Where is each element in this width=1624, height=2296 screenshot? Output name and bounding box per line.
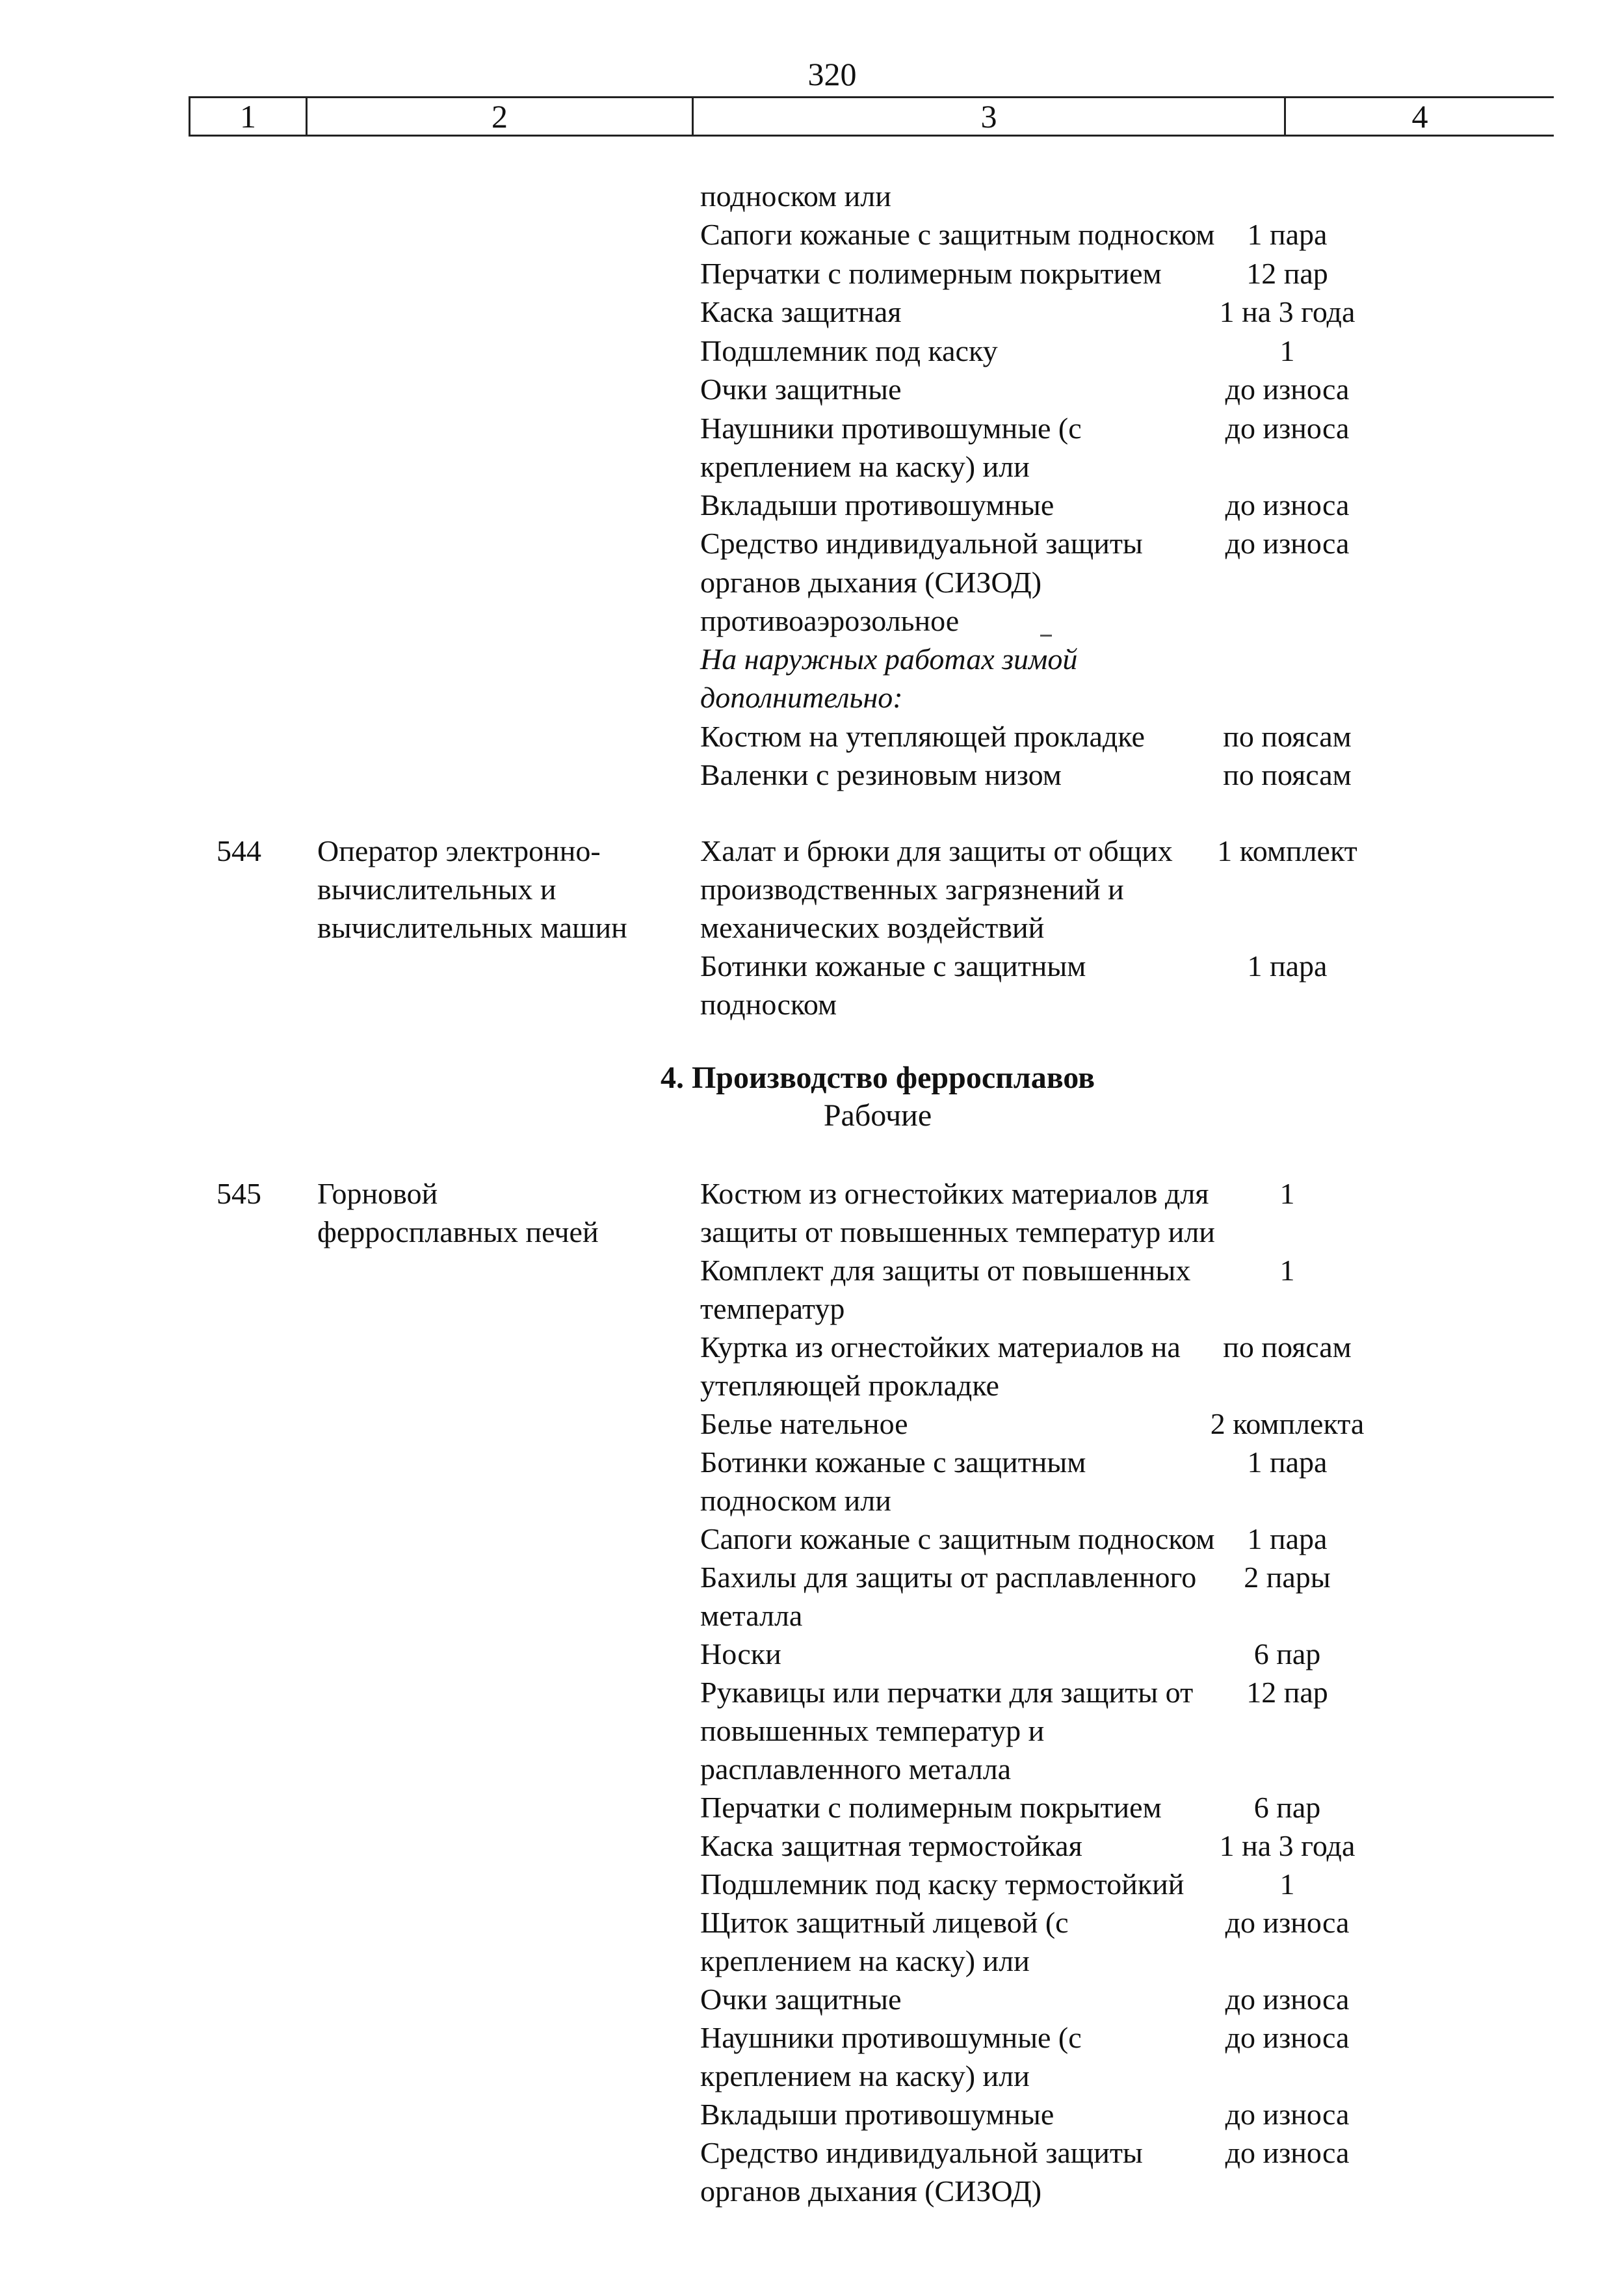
item-name: Наушники противошумные (с: [700, 412, 1082, 445]
item-norm: 1 пара: [1247, 1522, 1328, 1555]
item-name: креплением на каску) или: [700, 1944, 1030, 1977]
item-name: утепляющей прокладке: [700, 1369, 999, 1402]
page-number: 320: [807, 56, 857, 92]
item-name: Перчатки с полимерным покрытием: [700, 257, 1162, 290]
item-name: Средство индивидуальной защиты: [700, 2136, 1143, 2169]
item-name: Белье нательное: [700, 1407, 908, 1440]
item-name: Комплект для защиты от повышенных: [700, 1254, 1191, 1287]
item-norm: 1: [1279, 1254, 1295, 1287]
item-name: подноском или: [700, 179, 891, 213]
profession-name: вычислительных машин: [317, 911, 627, 944]
column-header-2: 2: [306, 98, 692, 135]
item-norm: до износа: [1225, 527, 1350, 560]
item-name: металла: [700, 1599, 803, 1632]
profession-name: Оператор электронно-: [317, 834, 601, 867]
item-norm: 1 пара: [1247, 1445, 1328, 1479]
item-name: Перчатки с полимерным покрытием: [700, 1791, 1162, 1824]
item-norm: до износа: [1225, 412, 1350, 445]
item-name: Ботинки кожаные с защитным: [700, 949, 1086, 983]
item-name: креплением на каску) или: [700, 2059, 1030, 2092]
item-name: Каска защитная термостойкая: [700, 1829, 1082, 1862]
column-header-1: 1: [189, 98, 306, 135]
item-name: Вкладыши противошумные: [700, 2098, 1054, 2131]
item-norm: до износа: [1225, 1983, 1350, 2016]
section-title: 4. Производство ферросплавов: [660, 1061, 1095, 1095]
item-norm: 6 пар: [1253, 1637, 1321, 1670]
item-norm: до износа: [1225, 2021, 1350, 2054]
item-name: Вкладыши противошумные: [700, 488, 1054, 521]
section-subtitle: Рабочие: [823, 1098, 932, 1133]
item-name: Носки: [700, 1637, 781, 1670]
item-name: Куртка из огнестойких материалов на: [700, 1330, 1181, 1364]
profession-name: Горновой: [317, 1177, 438, 1210]
item-name: Щиток защитный лицевой (с: [700, 1906, 1069, 1939]
item-name: подноском: [700, 988, 837, 1021]
item-norm: 1 пара: [1247, 218, 1328, 251]
item-norm: по поясам: [1223, 758, 1352, 791]
item-name: органов дыхания (СИЗОД): [700, 2174, 1042, 2208]
item-name: механических воздействий: [700, 911, 1045, 944]
column-header-4: 4: [1284, 98, 1554, 135]
item-name: Костюм на утепляющей прокладке: [700, 720, 1145, 753]
winter-note: дополнительно:: [700, 681, 903, 714]
item-name: креплением на каску) или: [700, 450, 1030, 483]
item-norm: 12 пар: [1246, 1676, 1328, 1709]
item-name: защиты от повышенных температур или: [700, 1215, 1215, 1248]
item-norm: 1: [1279, 1867, 1295, 1901]
item-norm: по поясам: [1223, 1330, 1352, 1364]
item-name: производственных загрязнений и: [700, 873, 1124, 906]
column-header-row: [189, 96, 1554, 137]
item-name: Костюм из огнестойких материалов для: [700, 1177, 1209, 1210]
item-norm: 1 комплект: [1217, 834, 1357, 867]
item-norm: 12 пар: [1246, 257, 1328, 290]
item-norm: 1 на 3 года: [1219, 295, 1356, 328]
item-name: Ботинки кожаные с защитным: [700, 1445, 1086, 1479]
entry-number: 545: [216, 1177, 261, 1210]
item-name: Рукавицы или перчатки для защиты от: [700, 1676, 1194, 1709]
item-norm: по поясам: [1223, 720, 1352, 753]
scan-mark: [1040, 635, 1052, 637]
item-name: Валенки с резиновым низом: [700, 758, 1062, 791]
item-name: Сапоги кожаные с защитным подноском: [700, 1522, 1215, 1555]
item-name: Бахилы для защиты от расплавленного: [700, 1561, 1197, 1594]
item-norm: 1 пара: [1247, 949, 1328, 983]
item-norm: до износа: [1225, 373, 1350, 406]
item-name: Подшлемник под каску термостойкий: [700, 1867, 1185, 1901]
item-norm: до износа: [1225, 2098, 1350, 2131]
entry-number: 544: [216, 834, 261, 867]
item-norm: 2 комплекта: [1210, 1407, 1365, 1440]
item-name: Каска защитная: [700, 295, 902, 328]
item-name: Очки защитные: [700, 1983, 902, 2016]
column-header-3: 3: [692, 98, 1284, 135]
item-norm: до износа: [1225, 1906, 1350, 1939]
item-name: Халат и брюки для защиты от общих: [700, 834, 1173, 867]
item-name: температур: [700, 1292, 845, 1325]
item-norm: 1: [1279, 334, 1295, 367]
item-name: противоаэрозольное: [700, 604, 960, 637]
item-norm: 1: [1279, 1177, 1295, 1210]
item-norm: 1 на 3 года: [1219, 1829, 1356, 1862]
item-norm: 6 пар: [1253, 1791, 1321, 1824]
item-norm: 2 пары: [1244, 1561, 1331, 1594]
item-name: подноском или: [700, 1484, 891, 1517]
profession-name: ферросплавных печей: [317, 1215, 599, 1248]
profession-name: вычислительных и: [317, 873, 557, 906]
item-name: органов дыхания (СИЗОД): [700, 566, 1042, 599]
item-name: Наушники противошумные (с: [700, 2021, 1082, 2054]
item-name: расплавленного металла: [700, 1752, 1012, 1786]
item-norm: до износа: [1225, 2136, 1350, 2169]
item-name: Сапоги кожаные с защитным подноском: [700, 218, 1215, 251]
item-name: Очки защитные: [700, 373, 902, 406]
item-name: Средство индивидуальной защиты: [700, 527, 1143, 560]
item-norm: до износа: [1225, 488, 1350, 521]
item-name: Подшлемник под каску: [700, 334, 998, 367]
item-name: повышенных температур и: [700, 1714, 1045, 1747]
winter-note: На наружных работах зимой: [700, 642, 1078, 676]
